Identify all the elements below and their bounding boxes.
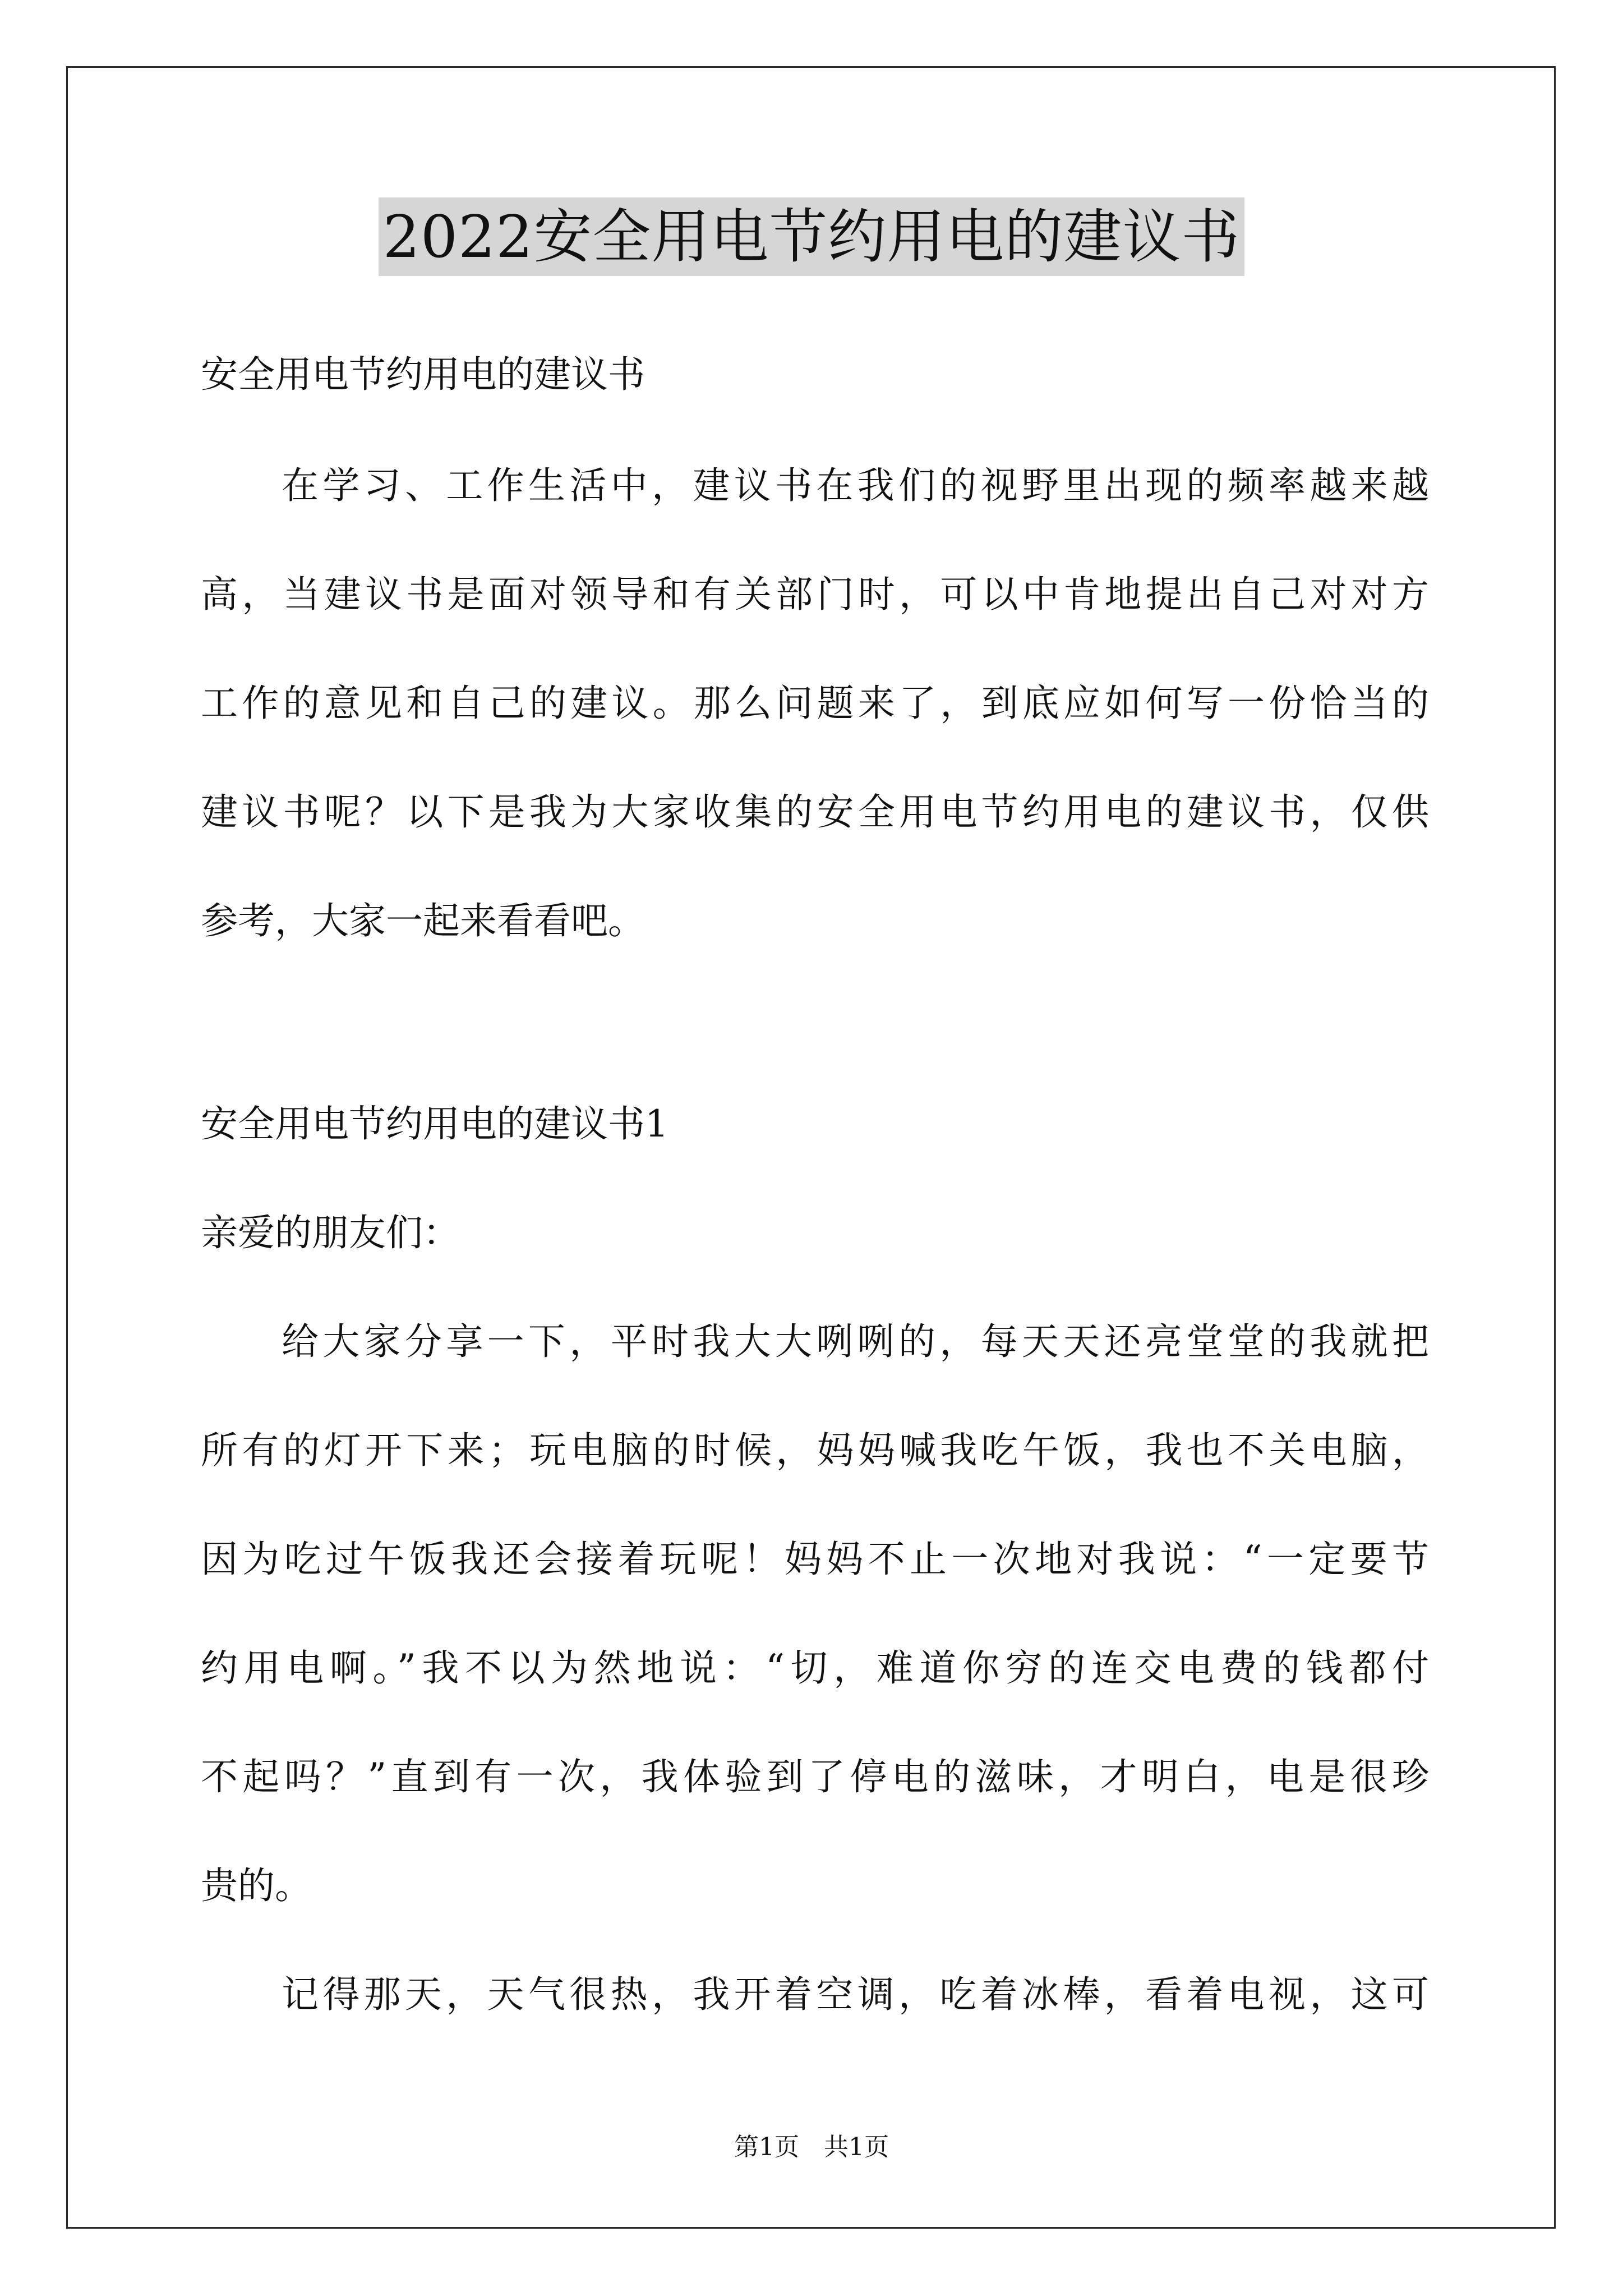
paragraph-line: 建议书呢？以下是我为大家收集的安全用电节约用电的建议书，仅供 (201, 790, 1429, 834)
paragraph-line: 约用电啊。”我不以为然地说：“切，难道你穷的连交电费的钱都付 (201, 1646, 1429, 1690)
subtitle-line: 安全用电节约用电的建议书 (201, 353, 645, 396)
paragraph-line: 工作的意见和自己的建议。那么问题来了，到底应如何写一份恰当的 (201, 682, 1429, 725)
title-container (0, 197, 1623, 276)
paragraph-line: 给大家分享一下，平时我大大咧咧的，每天天还亮堂堂的我就把 (282, 1320, 1429, 1363)
section-heading: 安全用电节约用电的建议书1 (201, 1102, 668, 1145)
paragraph-line: 因为吃过午饭我还会接着玩呢！妈妈不止一次地对我说：“一定要节 (201, 1538, 1429, 1581)
paragraph-line: 参考，大家一起来看看吧。 (201, 899, 645, 942)
paragraph-line: 贵的。 (201, 1864, 312, 1907)
paragraph-line: 所有的灯开下来；玩电脑的时候，妈妈喊我吃午饭，我也不关电脑， (201, 1429, 1429, 1472)
paragraph-line: 在学习、工作生活中，建议书在我们的视野里出现的频率越来越 (282, 464, 1429, 507)
salutation-line: 亲爱的朋友们： (201, 1211, 460, 1254)
page-footer: 第1页 共1页 (734, 2133, 889, 2161)
document-title: 2022安全用电节约用电的建议书 (379, 197, 1245, 276)
paragraph-line: 记得那天，天气很热，我开着空调，吃着冰棒，看着电视，这可 (282, 1973, 1429, 2016)
paragraph-line: 高，当建议书是面对领导和有关部门时，可以中肯地提出自己对对方 (201, 573, 1429, 616)
paragraph-line: 不起吗？”直到有一次，我体验到了停电的滋味，才明白，电是很珍 (201, 1755, 1429, 1798)
